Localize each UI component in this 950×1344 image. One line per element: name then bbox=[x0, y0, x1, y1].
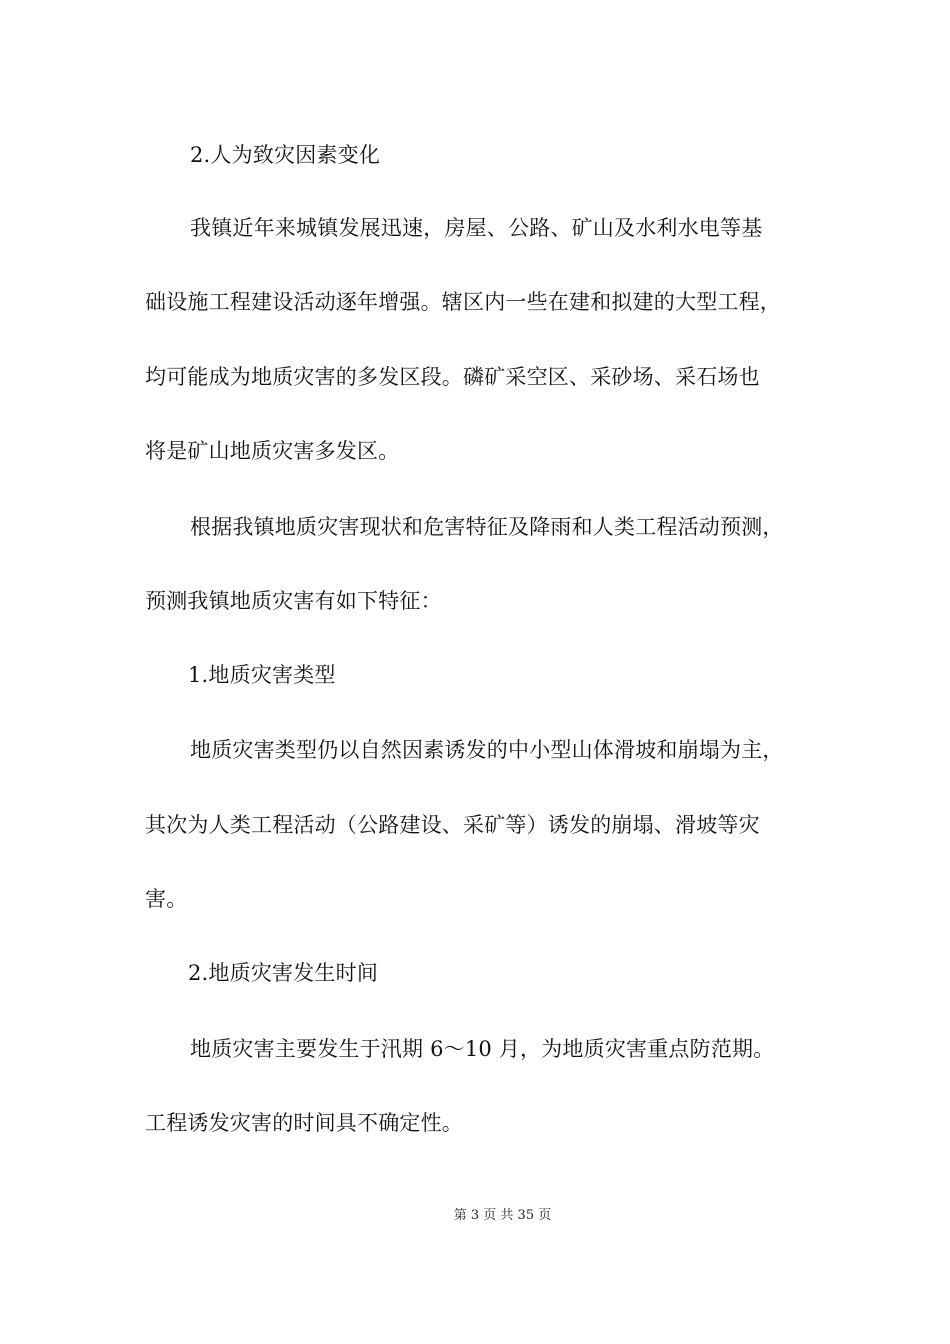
paragraph-line: 础设施工程建设活动逐年增强。辖区内一些在建和拟建的大型工程， bbox=[145, 290, 781, 314]
paragraph-line: 地质灾害主要发生于汛期 6～10 月，为地质灾害重点防范期。 bbox=[190, 1037, 775, 1061]
paragraph-line: 其次为人类工程活动（公路建设、采矿等）诱发的崩塌、滑坡等灾 bbox=[145, 813, 760, 837]
paragraph-line: 预测我镇地质灾害有如下特征： bbox=[145, 589, 442, 613]
paragraph-line: 根据我镇地质灾害现状和危害特征及降雨和人类工程活动预测， bbox=[190, 515, 784, 539]
heading-disaster-type: 1.地质灾害类型 bbox=[188, 663, 336, 687]
paragraph-line: 工程诱发灾害的时间具不确定性。 bbox=[145, 1111, 463, 1135]
page-footer bbox=[0, 1207, 950, 1225]
paragraph-line: 地质灾害类型仍以自然因素诱发的中小型山体滑坡和崩塌为主， bbox=[190, 738, 784, 762]
paragraph-line: 我镇近年来城镇发展迅速，房屋、公路、矿山及水利水电等基 bbox=[190, 216, 763, 240]
heading-disaster-time: 2.地质灾害发生时间 bbox=[188, 961, 379, 985]
paragraph-line: 将是矿山地质灾害多发区。 bbox=[145, 439, 400, 463]
paragraph-line: 害。 bbox=[145, 887, 188, 911]
page-number: 第 3 页 共 35 页 bbox=[453, 1208, 552, 1223]
paragraph-line: 均可能成为地质灾害的多发区段。磷矿采空区、采砂场、采石场也 bbox=[145, 365, 760, 389]
heading-human-factors: 2.人为致灾因素变化 bbox=[190, 143, 381, 167]
